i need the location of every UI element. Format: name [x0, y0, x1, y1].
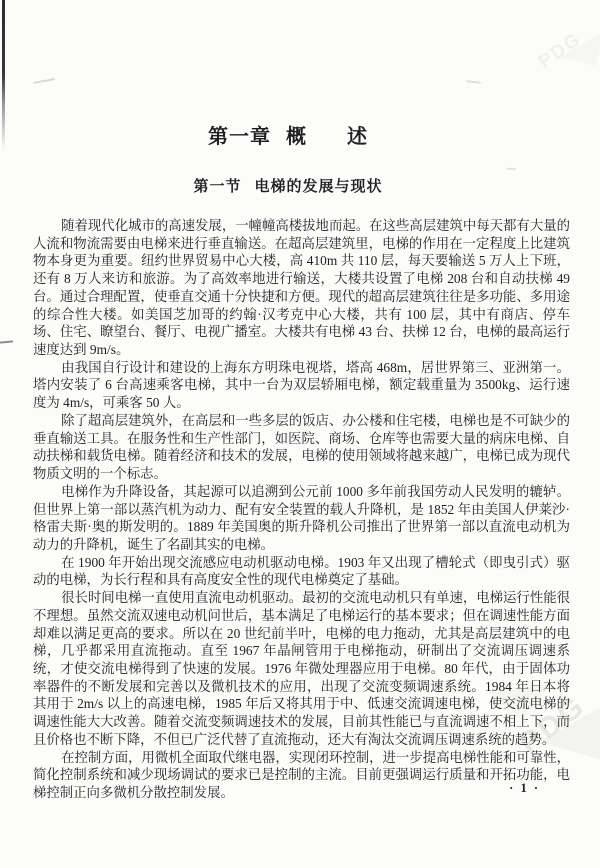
chapter-label: 第一章	[208, 126, 271, 148]
paragraph: 电梯作为升降设备，其起源可以追溯到公元前 1000 多年前我国劳动人民发明的辘轳。但世界上第一部以蒸汽机为动力、配有安全装置的载人升降机，是 1852 年由美国人伊莱沙·格雷夫斯·奥的斯发明的。1889 年美国奥的斯升降机公司推出了世界第一部以直流电动机为动力的升降机，诞生了名副其实的电梯。	[33, 483, 570, 552]
scan-speck	[466, 80, 481, 84]
chapter-title	[0, 120, 576, 149]
section-text: 电梯的发展与现状	[254, 179, 383, 195]
watermark-text-top: PDG	[534, 28, 586, 73]
paragraph: 随着现代化城市的高速发展，一幢幢高楼拔地而起。在这些高层建筑中每天都有大量的人流和物流需要由电梯来进行垂直输送。在超高层建筑里，电梯的作用在一定程度上比建筑物本身更为重要。纽约世界贸易中心大楼，高 410m 共 110 层，每天要输送 5 万人上下班，还有 8 万人来访和旅游。为了高效率地进行输送，大楼共设置了电梯 208 台和自动扶梯 49 台。通过合理配置，使垂直交通十分快捷和方便。现代的超高层建筑往往是多功能、多用途的综合性大楼。如美国芝加哥的约翰·汉考克中心大楼，共有 100 层，其中有商店、停车场、住宅、瞭望台、餐厅、电视广播室。大楼共有电梯 43 台、扶梯 12 台，电梯的最高运行速度达到 9m/s。	[33, 218, 570, 358]
chapter-word-2: 述	[347, 126, 368, 148]
watermark-text-side: PDG	[513, 688, 593, 761]
scan-speck	[33, 78, 55, 84]
paragraph: 在控制方面，用微机全面取代继电器，实现闭环控制，进一步提高电梯性能和可靠性，简化控制系统和减少现场调试的要求已是控制的主流。目前更强调运行质量和开拓功能，电梯控制正向多微机分散控制发展。	[33, 749, 570, 800]
body-text	[33, 217, 570, 802]
paragraph: 由我国自行设计和建设的上海东方明珠电视塔，塔高 468m，居世界第三、亚洲第一。塔内安装了 6 台高速乘客电梯，其中一台为双层轿厢电梯，额定载重量为 3500kg、运行速度为 4m/s，可乘客 50 人。	[33, 359, 570, 411]
section-label: 第一节	[193, 179, 242, 195]
page-number: · 1 ·	[509, 781, 540, 795]
paragraph: 在 1900 年开始出现交流感应电动机驱动电梯。1903 年又出现了槽轮式（即曳引式）驱动的电梯，为长行程和具有高度安全性的现代电梯奠定了基础。	[33, 554, 570, 588]
scan-speck	[506, 168, 516, 171]
paragraph: 除了超高层建筑外，在高层和一些多层的饭店、办公楼和住宅楼，电梯也是不可缺少的垂直输送工具。在服务性和生产性部门，如医院、商场、仓库等也需要大量的病床电梯、自动扶梯和载货电梯。随着经济和技术的发展，电梯的使用领域将越来越广，电梯已成为现代物质文明的一个标志。	[33, 412, 570, 482]
section-title	[0, 175, 576, 196]
chapter-word-1: 概	[286, 126, 307, 148]
scan-edge-dash-artifact	[0, 340, 13, 343]
paragraph: 很长时间电梯一直使用直流电动机驱动。最初的交流电动机只有单速，电梯运行性能很不理想。虽然交流双速电动机问世后，基本满足了电梯运行的基本要求；但在调速性能方面却难以满足更高的要求。所以在 20 世纪前半叶，电梯的电力拖动，尤其是高层建筑中的电梯，几乎都采用直流拖动。直至 1967 年晶闸管用于电梯拖动，研制出了交流调压调速系统，才使交流电梯得到了快速的发展。1976 年微处理器应用于电梯。80 年代，由于固体功率器件的不断发展和完善以及微机技术的应用，出现了交流变频调速系统。1984 年日本将其用于 2m/s 以上的高速电梯，1985 年后又将其用于中、低速交流调速电梯，使交流电梯的调速性能大大改善。随着交流变频调速技术的发展，目前其性能已与直流调速不相上下，而且价格也不断下降，不但已广泛代替了直流拖动，还大有淘汰交流调压调速系统的趋势。	[33, 590, 570, 747]
watermark-triangle-top	[560, 22, 600, 66]
